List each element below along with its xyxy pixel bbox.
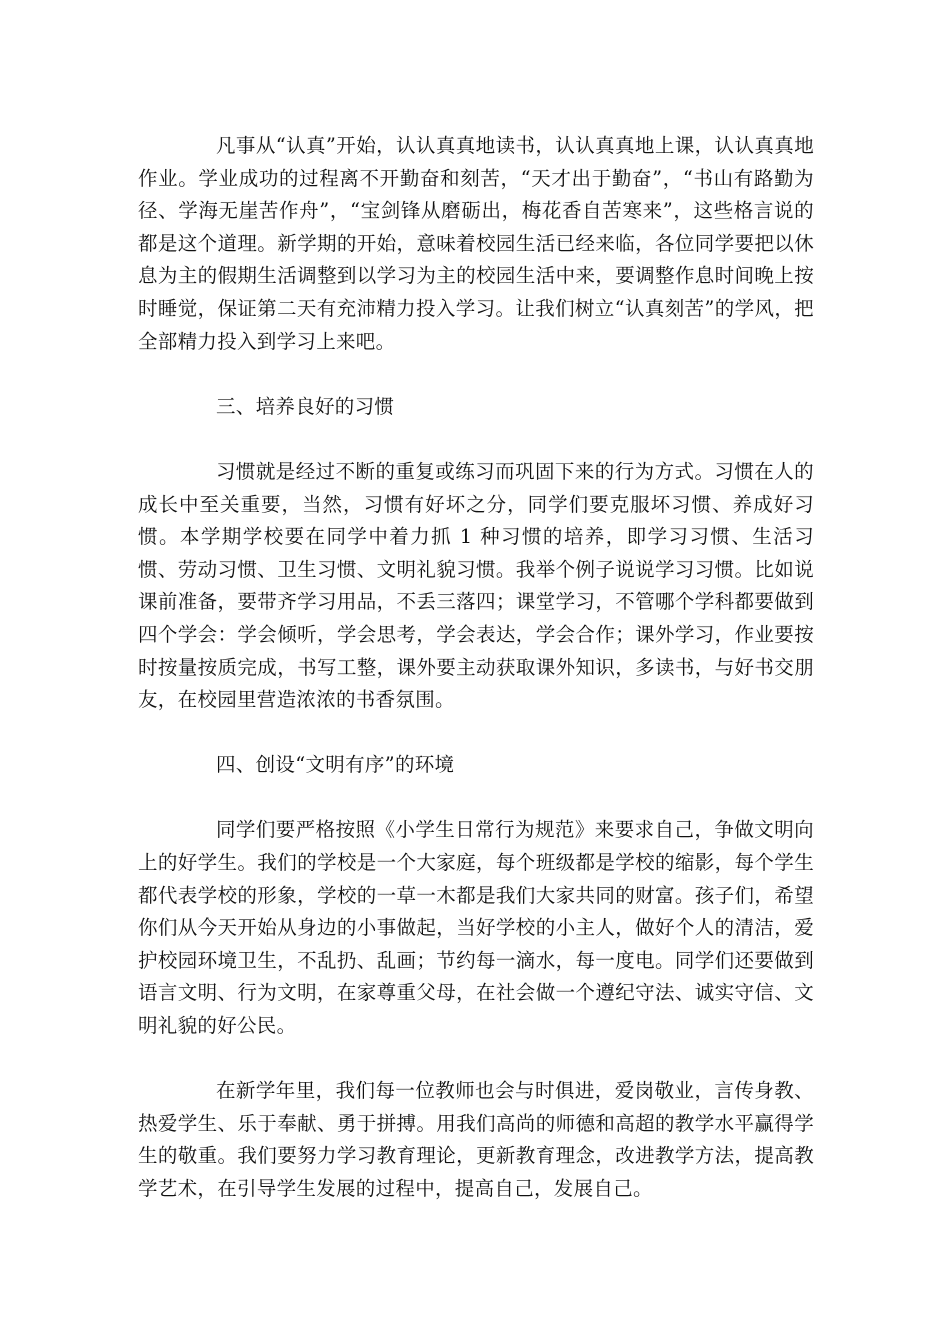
paragraph-diligence: 凡事从“认真”开始，认认真真地读书，认认真真地上课，认认真真地作业。学业成功的过程离不开勤奋和刻苦，“天才出于勤奋”，“书山有路勤为径、学海无崖苦作舟”，“宝剑锋从磨砺出，梅花香自苦寒来”，这些格言说的都是这个道理。新学期的开始，意味着校园生活已经来临，各位同学要把以休息为主的假期生活调整到以学习为主的校园生活中来，要调整作息时间晚上按时睡觉，保证第二天有充沛精力投入学习。让我们树立“认真刻苦”的学风，把全部精力投入到学习上来吧。 <box>138 134 814 353</box>
paragraph-habits: 习惯就是经过不断的重复或练习而巩固下来的行为方式。习惯在人的成长中至关重要，当然，习惯有好坏之分，同学们要克服坏习惯、养成好习惯。本学期学校要在同学中着力抓 1 种习惯的培养，即学习习惯、生活习惯、劳动习惯、卫生习惯、文明礼貌习惯。我举个例子说说学习习惯。比如说课前准备，要带齐学习用品，不丢三落四；课堂学习，不管哪个学科都要做到四个学会：学会倾听，学会思考，学会表达，学会合作；课外学习，作业要按时按量按质完成，书写工整，课外要主动获取课外知识，多读书，与好书交朋友，在校园里营造浓浓的书香氛围。 <box>138 459 814 712</box>
document-body <box>138 130 814 1238</box>
section-heading-habits: 三、培养良好的习惯 <box>216 394 395 418</box>
section-heading-environment: 四、创设“文明有序”的环境 <box>216 753 455 777</box>
paragraph-teachers: 在新学年里，我们每一位教师也会与时俱进，爱岗敬业，言传身教、热爱学生、乐于奉献、勇于拼搏。用我们高尚的师德和高超的教学水平赢得学生的敬重。我们要努力学习教育理论，更新教育理念，改进教学方法，提高教学艺术，在引导学生发展的过程中，提高自己，发展自己。 <box>138 1079 814 1200</box>
paragraph-environment: 同学们要严格按照《小学生日常行为规范》来要求自己，争做文明向上的好学生。我们的学校是一个大家庭，每个班级都是学校的缩影，每个学生都代表学校的形象，学校的一草一木都是我们大家共同的财富。孩子们，希望你们从今天开始从身边的小事做起，当好学校的小主人，做好个人的清洁，爱护校园环境卫生，不乱扔、乱画；节约每一滴水，每一度电。同学们还要做到语言文明、行为文明，在家尊重父母，在社会做一个遵纪守法、诚实守信、文明礼貌的好公民。 <box>138 818 814 1038</box>
